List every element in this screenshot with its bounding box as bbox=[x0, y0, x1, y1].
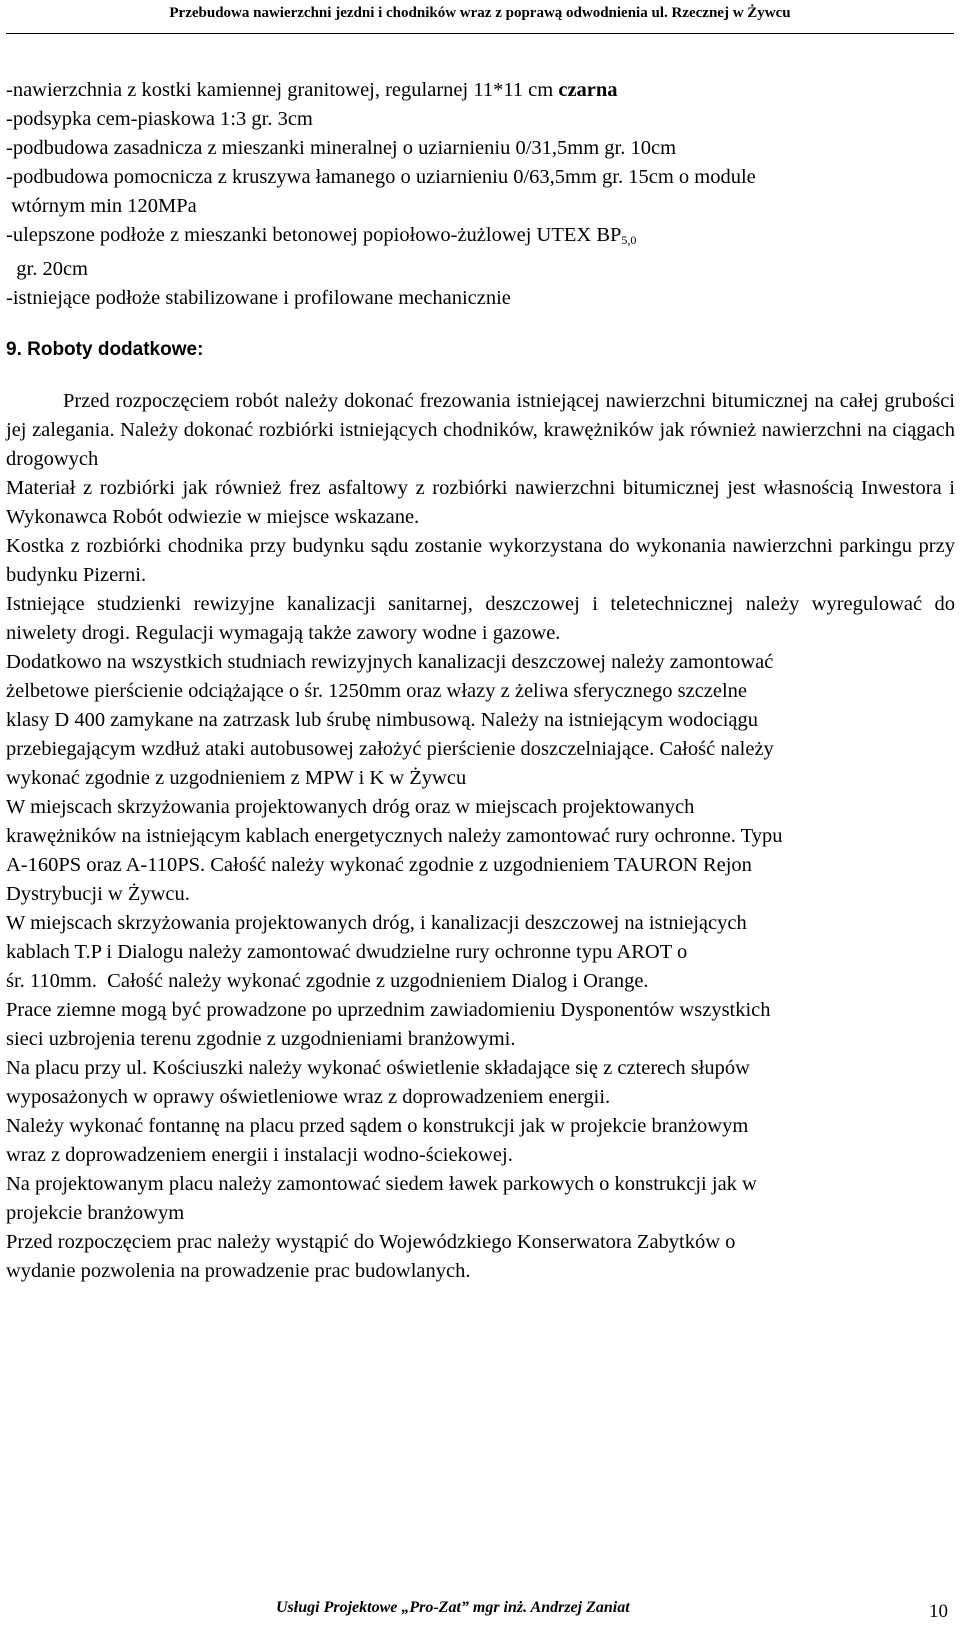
section-title: 9. Roboty dodatkowe: bbox=[6, 339, 204, 360]
layer-line-5a bbox=[6, 221, 955, 255]
layer-line-4b: wtórnym min 120MPa bbox=[6, 195, 197, 217]
text-line: wyposażonych w oprawy oświetleniowe wraz z doprowadzeniem energii. bbox=[6, 1086, 611, 1108]
page-header bbox=[0, 0, 960, 34]
layer-line-4a: -podbudowa pomocnicza z kruszywa łamanego o uziarnieniu 0/63,5mm gr. 15cm o module bbox=[6, 166, 756, 188]
text-line: Na placu przy ul. Kościuszki należy wykonać oświetlenie składające się z czterech słupów bbox=[6, 1057, 750, 1079]
layer-5-subscript: 5,0 bbox=[621, 233, 637, 247]
layer-5-text: -ulepszone podłoże z mieszanki betonowej popiołowo-żużlowej UTEX BP bbox=[6, 224, 622, 246]
text-line: projekcie branżowym bbox=[6, 1202, 185, 1224]
page-footer bbox=[0, 1597, 960, 1625]
text-line: Na projektowanym placu należy zamontować siedem ławek parkowych o konstrukcji jak w bbox=[6, 1173, 757, 1195]
text-line: Prace ziemne mogą być prowadzone po uprzednim zawiadomieniu Dysponentów wszystkich bbox=[6, 999, 771, 1021]
text-line: wraz z doprowadzeniem energii i instalacji wodno-ściekowej. bbox=[6, 1144, 513, 1166]
page-number: 10 bbox=[929, 1601, 948, 1622]
header-divider bbox=[6, 33, 954, 34]
text-line: Dystrybucji w Żywcu. bbox=[6, 883, 190, 905]
document-body bbox=[6, 76, 955, 1286]
header-title: Przebudowa nawierzchni jezdni i chodników wraz z poprawą odwodnienia ul. Rzecznej w Żywcu bbox=[169, 5, 791, 21]
text-line: kablach T.P i Dialogu należy zamontować dwudzielne rury ochronne typu AROT o bbox=[6, 941, 688, 963]
text-line: krawężników na istniejącym kablach energetycznych należy zamontować rury ochronne. Typu bbox=[6, 825, 783, 847]
text-line: przebiegającym wzdłuż ataki autobusowej założyć pierścienie doszczelniające. Całość należy bbox=[6, 738, 774, 760]
text-line: klasy D 400 zamykane na zatrzask lub śrubę nimbusową. Należy na istniejącym wodociągu bbox=[6, 709, 759, 731]
layer-line-1 bbox=[6, 76, 955, 105]
text-line: wykonać zgodnie z uzgodnieniem z MPW i K w Żywcu bbox=[6, 767, 467, 789]
text-line: sieci uzbrojenia terenu zgodnie z uzgodnieniami branżowymi. bbox=[6, 1028, 516, 1050]
paragraph-2: Materiał z rozbiórki jak również frez asfaltowy z rozbiórki nawierzchni bitumicznej jest własnością Inwestora i Wykonawca Robót odwiezie w miejsce wskazane. bbox=[6, 477, 955, 528]
paragraph-1: Przed rozpoczęciem robót należy dokonać frezowania istniejącej nawierzchni bitumicznej na całej grubości jej zalegania. Należy dokonać rozbiórki istniejących chodników, krawężników jak również nawierzchni na ciągach drogowych bbox=[6, 390, 955, 470]
text-line: W miejscach skrzyżowania projektowanych dróg, i kanalizacji deszczowej na istniejących bbox=[6, 912, 747, 934]
layer-1-text: -nawierzchnia z kostki kamiennej granitowej, regularnej 11*11 cm bbox=[6, 79, 559, 101]
layer-line-5b: gr. 20cm bbox=[6, 258, 88, 280]
text-line: Przed rozpoczęciem prac należy wystąpić do Wojewódzkiego Konserwatora Zabytków o bbox=[6, 1231, 736, 1253]
text-line: A-160PS oraz A-110PS. Całość należy wykonać zgodnie z uzgodnieniem TAURON Rejon bbox=[6, 854, 752, 876]
layer-line-3: -podbudowa zasadnicza z mieszanki mineralnej o uziarnieniu 0/31,5mm gr. 10cm bbox=[6, 137, 677, 159]
paragraph-3: Kostka z rozbiórki chodnika przy budynku sądu zostanie wykorzystana do wykonania nawierzchni parkingu przy budynku Pizerni. bbox=[6, 535, 955, 586]
layer-1-bold: czarna bbox=[558, 79, 618, 101]
text-line: wydanie pozwolenia na prowadzenie prac budowlanych. bbox=[6, 1260, 471, 1282]
text-line: W miejscach skrzyżowania projektowanych dróg oraz w miejscach projektowanych bbox=[6, 796, 695, 818]
text-line: Należy wykonać fontannę na placu przed sądem o konstrukcji jak w projekcie branżowym bbox=[6, 1115, 749, 1137]
text-line: żelbetowe pierścienie odciążające o śr. 1250mm oraz włazy z żeliwa sferycznego szczelne bbox=[6, 680, 748, 702]
text-line: Dodatkowo na wszystkich studniach rewizyjnych kanalizacji deszczowej należy zamontować bbox=[6, 651, 774, 673]
layer-line-2: -podsypka cem-piaskowa 1:3 gr. 3cm bbox=[6, 108, 313, 130]
paragraph-4: Istniejące studzienki rewizyjne kanalizacji sanitarnej, deszczowej i teletechnicznej należy wyregulować do niwelety drogi. Regulacji wymagają także zawory wodne i gazowe. bbox=[6, 593, 955, 644]
layer-line-6: -istniejące podłoże stabilizowane i profilowane mechanicznie bbox=[6, 287, 511, 309]
footer-text: Usługi Projektowe „Pro-Zat” mgr inż. Andrzej Zaniat bbox=[276, 1599, 630, 1616]
text-line: śr. 110mm. Całość należy wykonać zgodnie z uzgodnieniem Dialog i Orange. bbox=[6, 970, 649, 992]
